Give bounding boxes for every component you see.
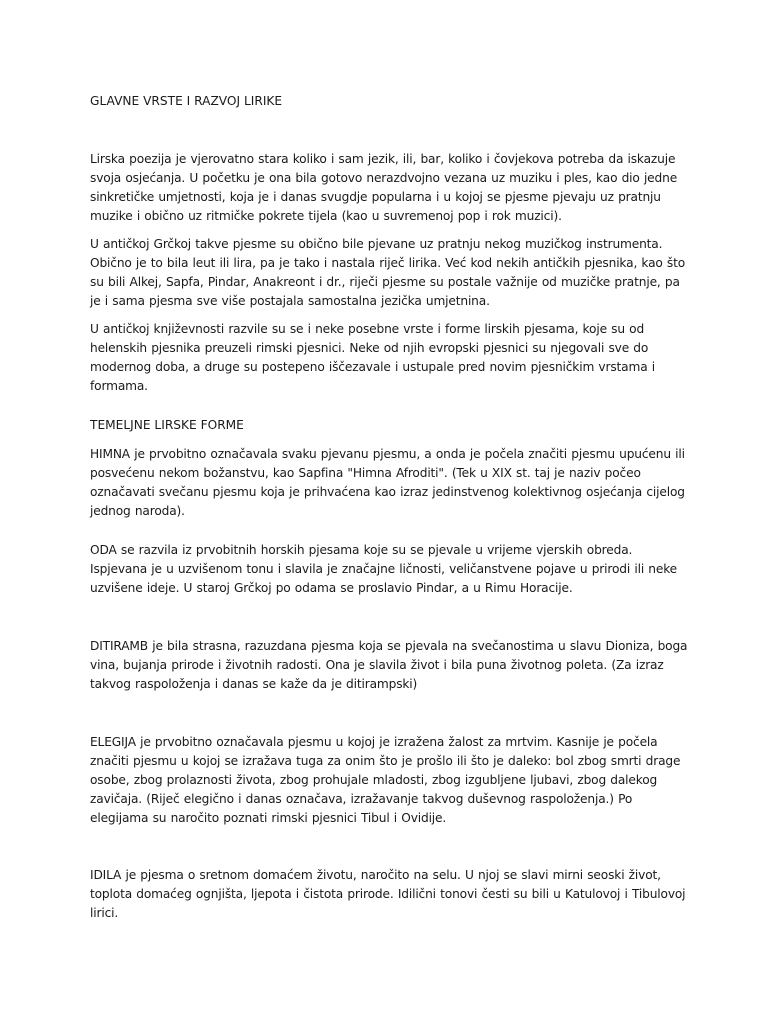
intro-paragraph-1: Lirska poezija je vjerovatno stara koliko i sam jezik, ili, bar, koliko i čovjekova potreba da iskazuje svoja osjećanja. U početku je ona bila gotovo nerazdvojno vezana uz muziku i ples, kao dio jedne sinkretičke umjetnosti, koja je i danas svugdje popularna i u kojoj se pjesme pjevaju uz pratnju muzike i obično uz ritmičke pokrete tijela (kao u suvremenoj pop i rok muzici). [90,152,678,223]
main-heading: GLAVNE VRSTE I RAZVOJ LIRIKE [90,94,283,108]
form-elegija-paragraph: ELEGIJA je prvobitno označavala pjesmu u kojoj je izražena žalost za mrtvim. Kasnije je počela značiti pjesmu u kojoj se izražava tuga za onim što je prošlo ili što je daleko: bol zbog smrti drage osobe, zbog prolaznosti života, zbog prohujale mladosti, zbog izgubljene ljubavi, zbog dalekog zavičaja. (Riječ elegično i danas označava, izražavanje takvog duševnog raspoloženja.) Po elegijama su naročito poznati rimski pjesnici Tibul i Ovidije. [90,735,681,825]
intro-paragraph-2: U antičkoj Grčkoj takve pjesme su obično bile pjevane uz pratnju nekog muzičkog instrumenta. Obično je to bila leut ili lira, pa je tako i nastala riječ lirika. Već kod nekih antičkih pjesnika, kao što su bili Alkej, Sapfa, Pindar, Anakreont i dr., riječi pjesme su postale važnije od muzičke pratnje, pa je i sama pjesma sve više postajala samostalna jezička umjetnina. [90,237,686,308]
forms-heading: TEMELJNE LIRSKE FORME [90,418,244,432]
form-himna-paragraph: HIMNA je prvobitno označavala svaku pjevanu pjesmu, a onda je počela značiti pjesmu upućenu ili posvećenu nekom božanstvu, kao Sapfina "Himna Afroditi". (Tek u XIX st. taj je naziv počeo označavati svečanu pjesmu koja je prihvaćena kao izraz jedinstvenog kolektivnog osjećanja cijelog jednog naroda). [90,447,685,518]
form-oda-paragraph: ODA se razvila iz prvobitnih horskih pjesama koje su se pjevale u vrijeme vjerskih obreda. Ispjevana je u uzvišenom tonu i slavila je značajne ličnosti, veličanstvene pojave u prirodi ili neke uzvišene ideje. U staroj Grčkoj po odama se proslavio Pindar, a u Rimu Horacije. [90,543,678,595]
intro-paragraph-3: U antičkoj književnosti razvile su se i neke posebne vrste i forme lirskih pjesama, koje su od helenskih pjesnika preuzeli rimski pjesnici. Neke od njih evropski pjesnici su njegovali sve do modernog doba, a druge su postepeno iščezavale i ustupale pred novim pjesničkim vrstama i formama. [90,322,655,393]
form-ditiramb-paragraph: DITIRAMB je bila strasna, razuzdana pjesma koja se pjevala na svečanostima u slavu Dioniza, boga vina, bujanja prirode i životnih radosti. Ona je slavila život i bila puna životnog poleta. (Za izraz takvog raspoloženja i danas se kaže da je ditirampski) [90,639,688,691]
form-idila-paragraph: IDILA je pjesma o sretnom domaćem životu, naročito na selu. U njoj se slavi mirni seoski život, toplota domaćeg ognjišta, ljepota i čistota prirode. Idilični tonovi česti su bili u Katulovoj i Tibulovoj lirici. [90,868,686,920]
